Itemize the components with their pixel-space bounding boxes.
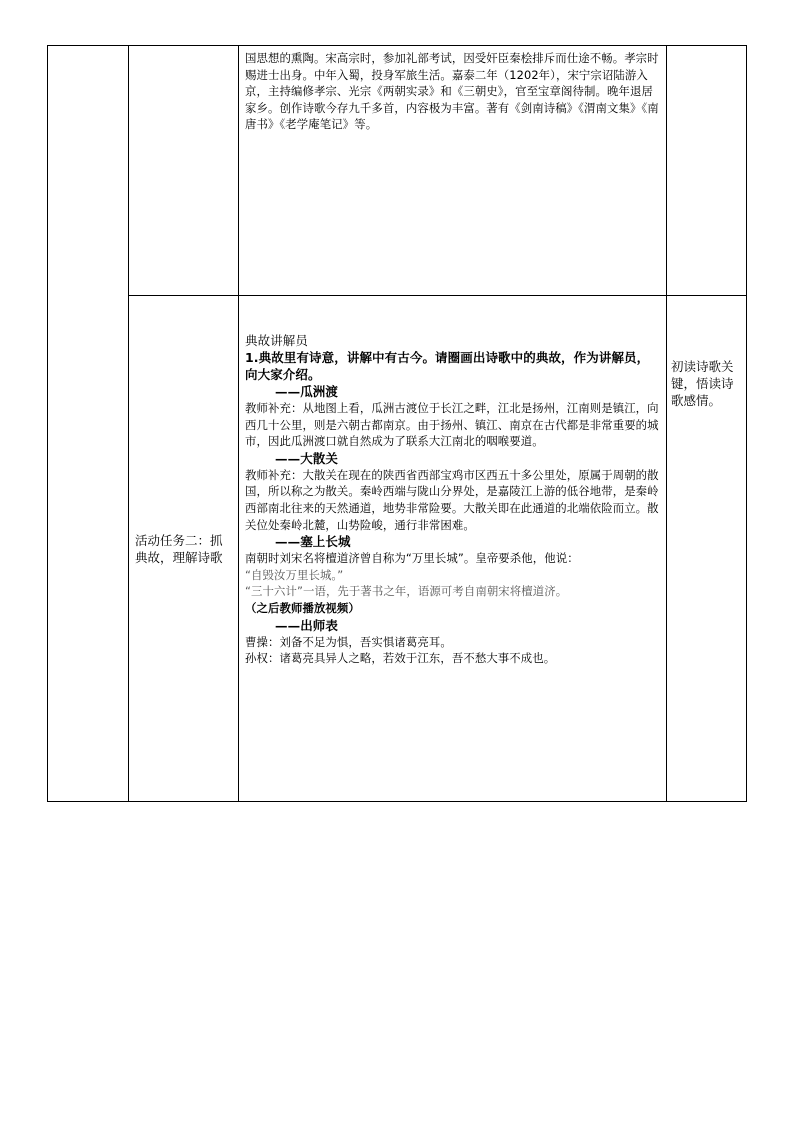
allusion-line-sun-quan: 孙权：诸葛亮具异人之略，若效于江东，吾不愁大事不成也。	[245, 651, 556, 666]
stage-cell	[48, 46, 129, 802]
allusion-title-great-wall: ——塞上长城	[275, 534, 351, 550]
lesson-plan-table	[47, 45, 747, 802]
table-row-task-two	[48, 296, 747, 802]
video-note: （之后教师播放视频）	[245, 600, 360, 615]
allusion-note-great-wall: “三十六计”一语，先于著书之年，语源可考自南朝宋将檀道济。	[245, 584, 568, 599]
allusion-text-guazhou: 教师补充：从地图上看，瓜洲古渡位于长江之畔，江北是扬州，江南则是镇江，向西几十公里，则是六朝古都南京。由于扬州、镇江、南京在古代都是非常重要的城市，因此瓜洲渡口就自然成为了联系大江南北的咽喉要道。	[245, 401, 659, 449]
allusion-title-guazhou: ——瓜洲渡	[275, 384, 339, 399]
task-two-label: 活动任务二：抓典故，理解诗歌	[135, 532, 223, 565]
allusion-title-chushibiao: ——出师表	[275, 617, 339, 633]
aim-cell	[667, 296, 747, 802]
aim-cell-empty	[667, 46, 747, 296]
aim-label: 初读诗歌关键，悟读诗歌感情。	[671, 359, 734, 408]
section-heading: 典故讲解员	[245, 333, 309, 348]
author-bio-text: 国思想的熏陶。宋高宗时，参加礼部考试，因受奸臣秦桧排斥而仕途不畅。孝宗时赐进士出身。中年入蜀，投身军旅生活。嘉泰二年（1202年），宋宁宗诏陆游入京，主持编修孝宗、光宗《两朝实录》和《三朝史》，官至宝章阁待制。晚年退居家乡。创作诗歌今存九千多首，内容极为丰富。著有《剑南诗稿》《渭南文集》《南唐书》《老学庵笔记》等。	[245, 51, 659, 132]
allusion-quote-great-wall: “自毁汝万里长城。”	[245, 567, 344, 582]
allusion-title-dasanguan: ——大散关	[275, 450, 339, 466]
instruction-text: 1.典故里有诗意，讲解中有古今。请圈画出诗歌中的典故，作为讲解员，向大家介绍。	[245, 350, 650, 382]
task-cell-empty	[129, 46, 239, 296]
content-cell-allusions	[239, 296, 667, 802]
allusion-text-dasanguan: 教师补充：大散关在现在的陕西省西部宝鸡市区西五十多公里处，原属于周朝的散国，所以称之为散关。秦岭西端与陇山分界处，是嘉陵江上游的低谷地带，是秦岭西部南北往来的天然通道，地势非常险要。大散关即在此通道的北端依险而立。散关位处秦岭北麓，山势险峻，通行非常困难。	[245, 467, 659, 532]
allusion-line-cao-cao: 曹操：刘备不足为惧，吾实惧诸葛亮耳。	[245, 634, 452, 649]
task-cell	[129, 296, 239, 802]
content-cell-bio	[239, 46, 667, 296]
table-row-author-bio	[48, 46, 747, 296]
allusion-text-great-wall: 南朝时刘宋名将檀道济曾自称为“万里长城”。皇帝要杀他，他说：	[245, 551, 579, 566]
